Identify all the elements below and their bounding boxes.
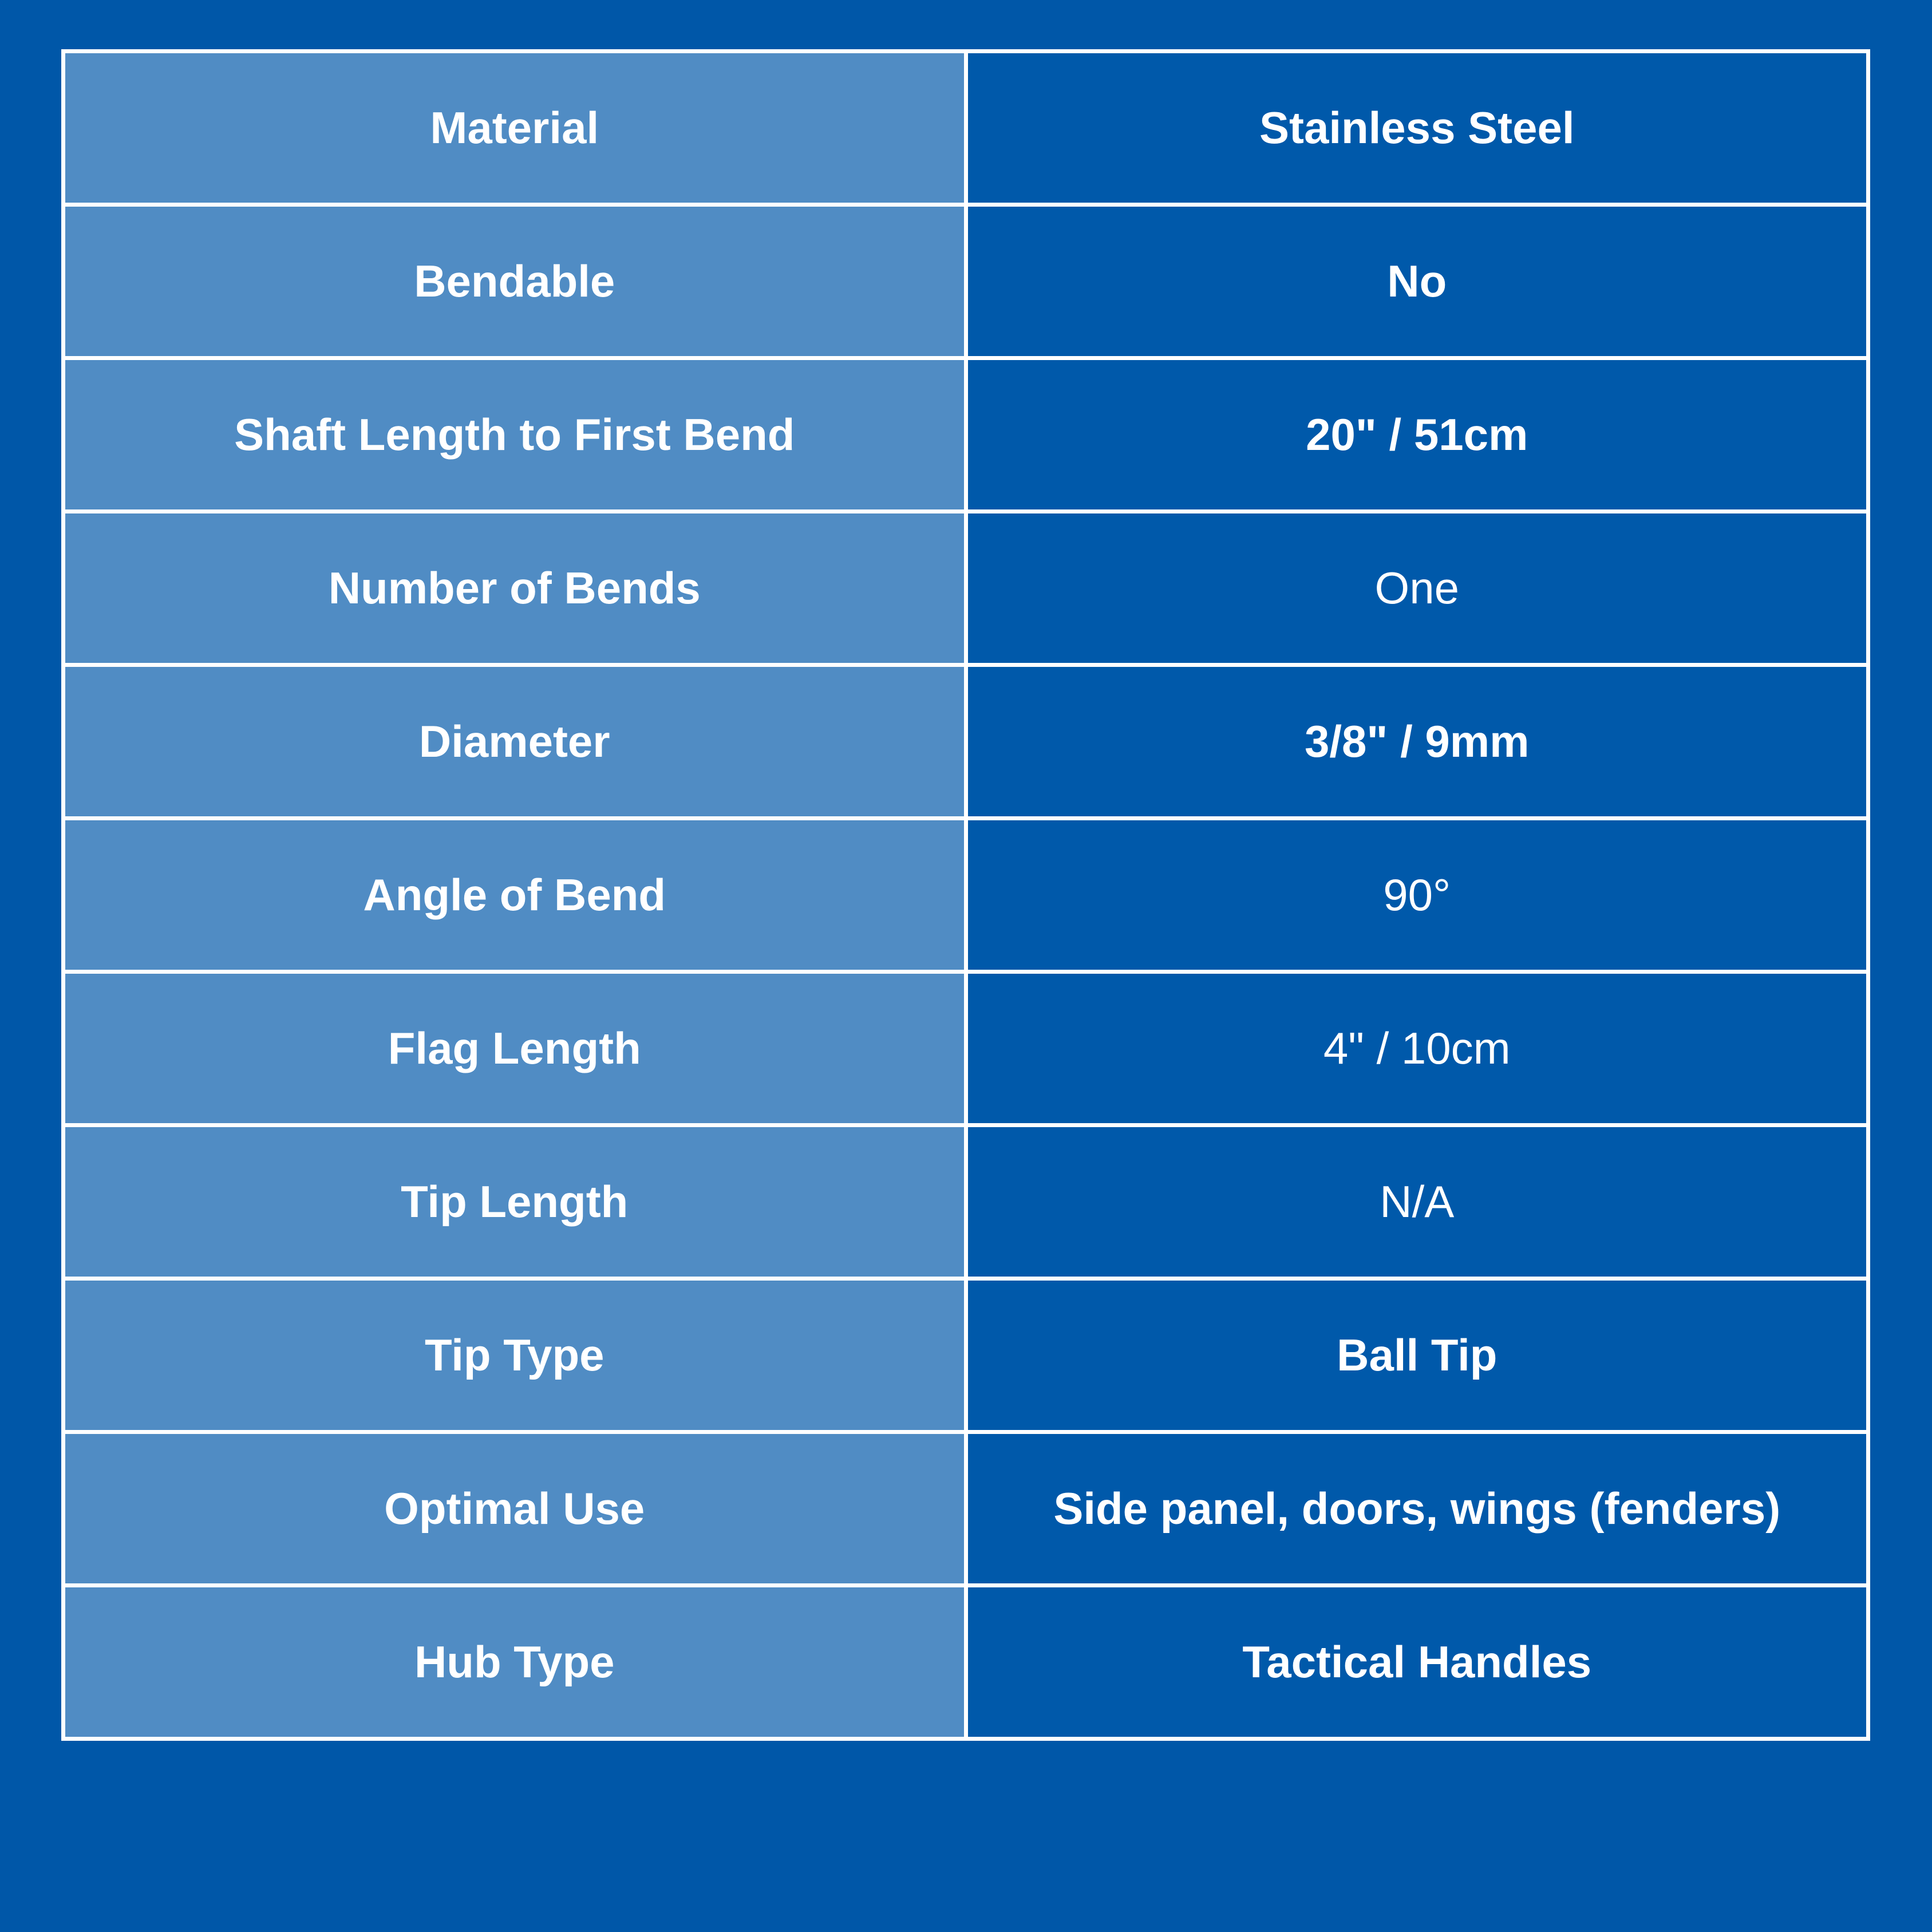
- spec-row-flag-length: [64, 972, 1868, 1125]
- spec-label: Material: [64, 52, 966, 205]
- spec-label: Tip Length: [64, 1125, 966, 1279]
- spec-label: Hub Type: [64, 1586, 966, 1739]
- spec-value: N/A: [966, 1125, 1868, 1279]
- spec-label: Bendable: [64, 205, 966, 358]
- spec-row-bendable: [64, 205, 1868, 358]
- spec-value: 20" / 51cm: [966, 358, 1868, 512]
- spec-row-shaft-length: [64, 358, 1868, 512]
- spec-row-tip-length: [64, 1125, 1868, 1279]
- spec-value: Tactical Handles: [966, 1586, 1868, 1739]
- spec-row-optimal-use: [64, 1432, 1868, 1586]
- spec-table-body: [64, 52, 1868, 1739]
- spec-row-angle-of-bend: [64, 819, 1868, 972]
- spec-label: Flag Length: [64, 972, 966, 1125]
- spec-row-hub-type: [64, 1586, 1868, 1739]
- spec-row-material: [64, 52, 1868, 205]
- spec-label: Optimal Use: [64, 1432, 966, 1586]
- spec-value: 90°: [966, 819, 1868, 972]
- spec-value: Side panel, doors, wings (fenders): [966, 1432, 1868, 1586]
- spec-value: Stainless Steel: [966, 52, 1868, 205]
- spec-label: Diameter: [64, 665, 966, 819]
- spec-label: Tip Type: [64, 1279, 966, 1432]
- spec-row-diameter: [64, 665, 1868, 819]
- spec-row-tip-type: [64, 1279, 1868, 1432]
- spec-value: 3/8" / 9mm: [966, 665, 1868, 819]
- spec-table: [61, 49, 1870, 1741]
- spec-value: Ball Tip: [966, 1279, 1868, 1432]
- spec-value: 4" / 10cm: [966, 972, 1868, 1125]
- spec-value: No: [966, 205, 1868, 358]
- spec-label: Shaft Length to First Bend: [64, 358, 966, 512]
- spec-value: One: [966, 512, 1868, 665]
- spec-label: Number of Bends: [64, 512, 966, 665]
- spec-label: Angle of Bend: [64, 819, 966, 972]
- spec-row-number-of-bends: [64, 512, 1868, 665]
